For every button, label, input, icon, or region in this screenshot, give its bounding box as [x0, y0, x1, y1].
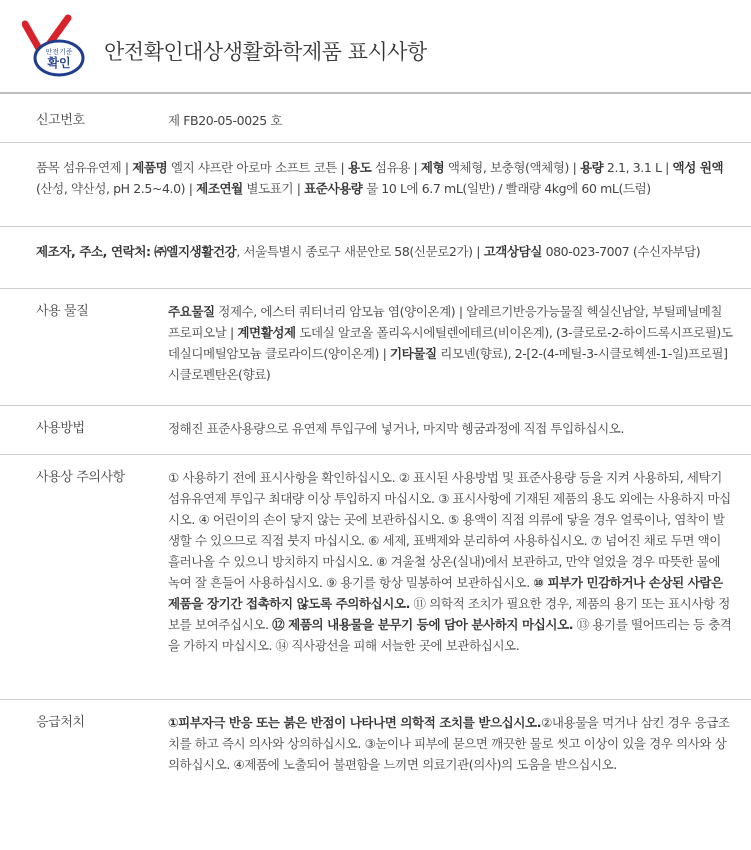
page-title: 안전확인대상생활화학제품 표시사항	[104, 40, 427, 64]
materials-row	[0, 289, 751, 406]
materials-label: 사용 물질	[36, 304, 89, 319]
maker-row	[0, 227, 751, 289]
safety-check-logo-icon	[22, 14, 86, 78]
usage-text: 정해진 표준사용량으로 유연제 투입구에 넣거나, 마지막 헹굼과정에 직접 투입하십시오.	[168, 421, 625, 436]
header	[0, 0, 751, 94]
maker-info-text: 제조자, 주소, 연락처: ㈜엘지생활건강, 서울특별시 종로구 새문안로 58(신문로2가) | 고객상담실 080-023-7007 (수신자부담)	[36, 244, 701, 259]
svg-text:안전기준: 안전기준	[45, 48, 73, 56]
product-info-row	[0, 143, 751, 227]
usage-row	[0, 406, 751, 455]
cautions-text: ① 사용하기 전에 표시사항을 확인하십시오. ② 표시된 사용방법 및 표준사용량 등을 지켜 사용하되, 세탁기 섬유유연제 투입구 최대량 이상 투입하지 마십시오. ③ 표시사항에 기재된 제품의 용도 외에는 사용하지 마십시오. ④ 어린이의 손이 닿지 않는 곳에 보관하십시오. ⑤ 용액이 직접 의류에 닿을 경우 얼룩이나, 염착이 발생할 수 있으므로 직접 붓지 마십시오. ⑥ 세제, 표백제와 분리하여 사용하십시오. ⑦ 넘어진 채로 두면 액이 흘러나올 수 있으니 방치하지 마십시오. ⑧ 겨울철 상온(실내)에서 보관하고, 만약 얼었을 경우 따뜻한 물에 녹여 잘 흔들어 사용하십시오. ⑨ 용기를 항상 밀봉하여 보관하십시오. ⑩ 피부가 민감하거나 손상된 사람은 제품을 장기간 접촉하지 않도록 주의하십시오. ⑪ 의학적 조치가 필요한 경우, 제품의 용기 또는 표시사항 정보를 보여주십시오. ⑫ 제품의 내용물을 분무기 등에 담아 분사하지 마십시오. ⑬ 용기를 떨어뜨리는 등 충격을 가하지 마십시오. ⑭ 직사광선을 피해 서늘한 곳에 보관하십시오.	[168, 470, 732, 653]
svg-text:확인: 확인	[47, 56, 71, 70]
report-number-label: 신고번호	[36, 113, 85, 128]
report-number-row	[0, 94, 751, 143]
cautions-label: 사용상 주의사항	[36, 470, 125, 485]
first-aid-row	[0, 700, 751, 804]
materials-text: 주요물질 정제수, 에스터 쿼터너리 암모늄 염(양이온계) | 알레르기반응가능물질 헥실신남알, 부틸페닐메칠프로피오날 | 계면활성제 도데실 알코올 폴리옥시에틸렌에테르(비이온계), (3-클로로-2-하이드록시프로필)도데실디메틸암모늄 클로라이드(양이온계) | 기타물질 리모넨(향료), 2-[2-(4-메틸-3-시클로헥센-1-일)프로필]시클로펜탄온(향료)	[168, 304, 733, 382]
usage-label: 사용방법	[36, 421, 85, 436]
first-aid-text: ①피부자극 반응 또는 붉은 반점이 나타나면 의학적 조치를 받으십시오.②내용물을 먹거나 삼킨 경우 응급조치를 하고 즉시 의사와 상의하십시오. ③눈이나 피부에 묻으면 깨끗한 물로 씻고 이상이 있을 경우 의사와 상의하십시오. ④제품에 노출되어 불편함을 느끼면 의료기관(의사)의 도움을 받으십시오.	[168, 715, 730, 772]
report-number-value: 제 FB20-05-0025 호	[168, 113, 283, 128]
product-info-text: 품목 섬유유연제 | 제품명 엘지 샤프란 아로마 소프트 코튼 | 용도 섬유용 | 제형 액체형, 보충형(액체형) | 용량 2.1, 3.1 L | 액성 원액(산성, 약산성, pH 2.5~4.0) | 제조연월 별도표기 | 표준사용량 물 10 L에 6.7 mL(일반) / 빨래량 4kg에 60 mL(드럼)	[36, 160, 724, 196]
cautions-row	[0, 455, 751, 700]
first-aid-label: 응급처치	[36, 715, 85, 730]
